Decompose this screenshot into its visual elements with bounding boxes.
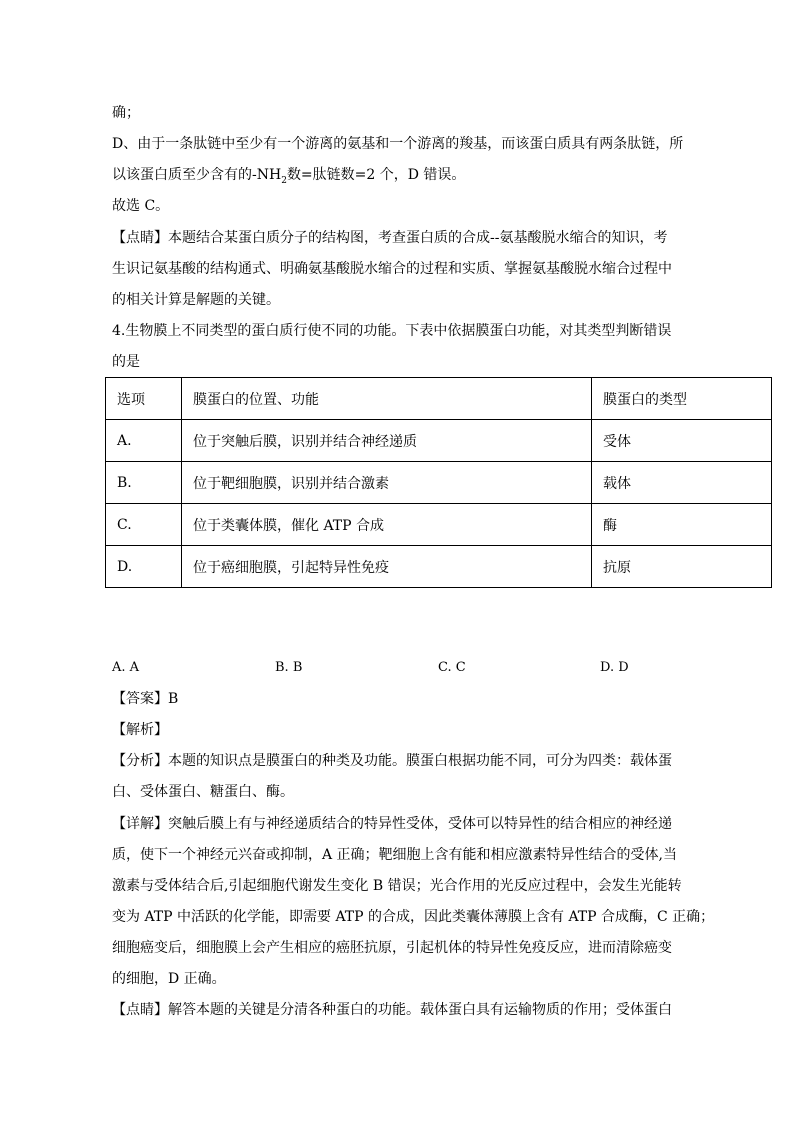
text-fragment: 数=肽链数=2 个，D 错误。 [286, 167, 466, 183]
choice-b: B. B [275, 660, 303, 675]
question-stem: 4.生物膜上不同类型的蛋白质行使不同的功能。下表中依据膜蛋白功能，对其类型判断错误 [112, 323, 672, 339]
table-cell: A. [106, 420, 182, 462]
table-header-cell: 膜蛋白的类型 [592, 378, 772, 420]
text-line [112, 165, 692, 191]
text-fragment: 以该蛋白质至少含有的-NH [112, 167, 282, 183]
table-cell: D. [106, 546, 182, 588]
table-row [106, 546, 772, 588]
choice-c: C. C [438, 660, 466, 675]
text-line: D、由于一条肽链中至少有一个游离的氨基和一个游离的羧基，而该蛋白质具有两条肽链，所 [112, 136, 684, 152]
text-line: 故选 C。 [112, 198, 170, 214]
table-cell: 位于癌细胞膜，引起特异性免疫 [182, 546, 592, 588]
table-cell: 位于靶细胞膜，识别并结合激素 [182, 462, 592, 504]
table-cell: 抗原 [592, 546, 772, 588]
table-header-cell: 选项 [106, 378, 182, 420]
table-cell: 受体 [592, 420, 772, 462]
choice-a: A. A [112, 660, 140, 675]
table-cell: 位于突触后膜，识别并结合神经递质 [182, 420, 592, 462]
table-header-cell: 膜蛋白的位置、功能 [182, 378, 592, 420]
text-line: 生识记氨基酸的结构通式、明确氨基酸脱水缩合的过程和实质、掌握氨基酸脱水缩合过程中 [112, 261, 672, 277]
detail-line: 【详解】突触后膜上有与神经递质结合的特异性受体，受体可以特异性的结合相应的神经递 [112, 816, 672, 832]
text-line: 【点睛】本题结合某蛋白质分子的结构图，考查蛋白质的合成--氨基酸脱水缩合的知识，考 [112, 230, 668, 246]
analysis-heading: 【解析】 [112, 722, 168, 738]
key-point-line: 【点睛】解答本题的关键是分清各种蛋白的功能。载体蛋白具有运输物质的作用；受体蛋白 [112, 1002, 672, 1018]
detail-line: 的细胞，D 正确。 [112, 971, 226, 987]
detail-line: 变为 ATP 中活跃的化学能，即需要 ATP 的合成，因此类囊体薄膜上含有 ATP 合成酶，C 正确； [112, 909, 715, 925]
analysis-line: 白、受体蛋白、糖蛋白、酶。 [112, 784, 294, 800]
detail-line: 激素与受体结合后,引起细胞代谢发生变化 B 错误；光合作用的光反应过程中，会发生光能转 [112, 878, 682, 894]
table-cell: B. [106, 462, 182, 504]
table-cell: C. [106, 504, 182, 546]
table-header-row [106, 378, 772, 420]
text-line: 确； [112, 105, 140, 121]
options-table [105, 377, 772, 588]
table-row [106, 504, 772, 546]
table-row [106, 462, 772, 504]
text-line: 的相关计算是解题的关键。 [112, 292, 280, 308]
answer-line: 【答案】B [112, 691, 179, 707]
table-cell: 酶 [592, 504, 772, 546]
table-cell: 位于类囊体膜，催化 ATP 合成 [182, 504, 592, 546]
choice-d: D. D [600, 660, 629, 675]
detail-line: 质，使下一个神经元兴奋或抑制，A 正确；靶细胞上含有能和相应激素特异性结合的受体,当 [112, 847, 678, 863]
detail-line: 细胞癌变后，细胞膜上会产生相应的癌胚抗原，引起机体的特异性免疫反应，进而清除癌变 [112, 940, 672, 956]
table-row [106, 420, 772, 462]
analysis-line: 【分析】本题的知识点是膜蛋白的种类及功能。膜蛋白根据功能不同，可分为四类：载体蛋 [112, 753, 672, 769]
table-cell: 载体 [592, 462, 772, 504]
subscript: 2 [281, 175, 287, 186]
question-stem: 的是 [112, 354, 140, 370]
